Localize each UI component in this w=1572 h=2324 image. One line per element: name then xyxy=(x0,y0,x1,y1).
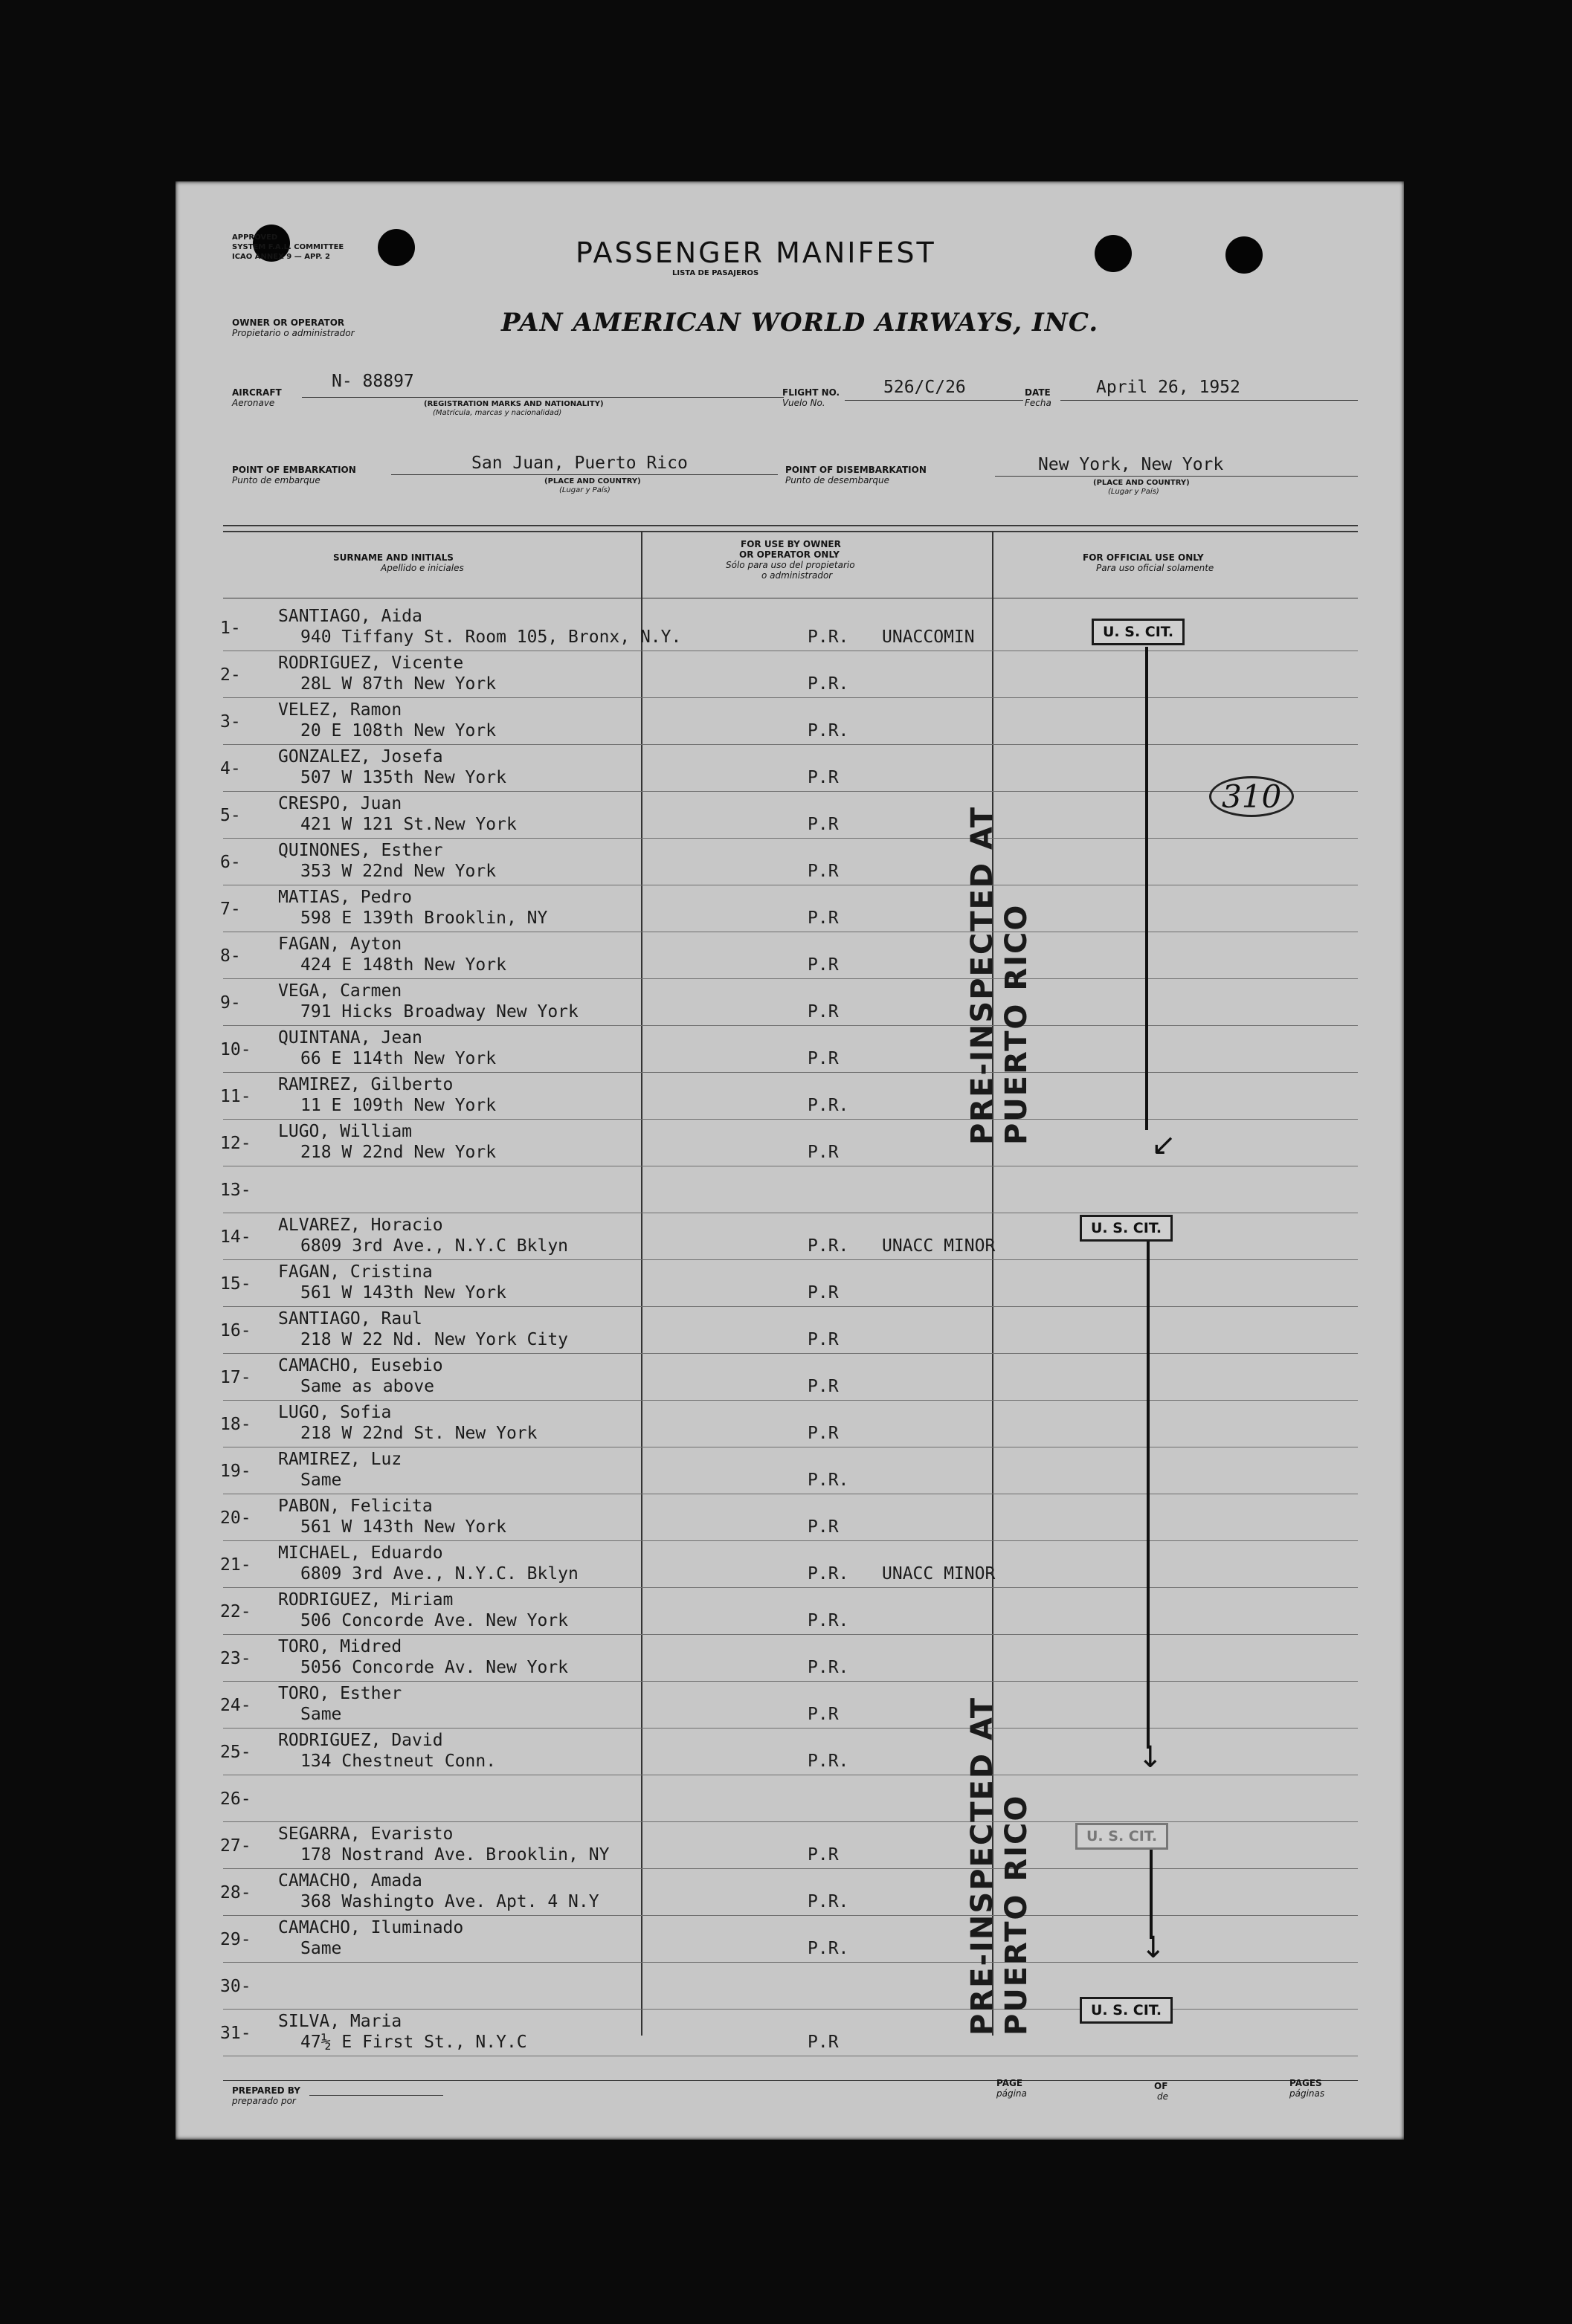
passenger-name: MATIAS, Pedro xyxy=(278,888,413,907)
passenger-code: P.R xyxy=(808,1049,839,1068)
date-label: DATE xyxy=(1025,387,1051,398)
row-number: 30- xyxy=(220,1977,251,1996)
row-number: 10- xyxy=(220,1040,251,1059)
passenger-address: Same xyxy=(300,1705,342,1724)
flight-value: 526/C/26 xyxy=(883,378,966,397)
row-divider xyxy=(223,1400,1358,1401)
page-subtitle: LISTA DE PASAJEROS xyxy=(672,269,759,277)
row-number: 19- xyxy=(220,1462,251,1481)
approved-line: APPROVED xyxy=(232,233,278,242)
us-cit-stamp: U. S. CIT. xyxy=(1080,1997,1173,2024)
registration-label-es: (Matrícula, marcas y nacionalidad) xyxy=(433,409,562,417)
passenger-address: 218 W 22 Nd. New York City xyxy=(300,1330,569,1349)
row-number: 17- xyxy=(220,1368,251,1387)
passenger-name: RODRIGUEZ, Vicente xyxy=(278,653,464,673)
passenger-code: P.R xyxy=(808,862,839,881)
owner-label-es: Propietario o administrador xyxy=(232,328,355,338)
place-country-es: (Lugar y País) xyxy=(1108,488,1159,496)
passenger-name: TORO, Esther xyxy=(278,1684,402,1703)
row-number: 20- xyxy=(220,1508,251,1528)
punch-hole xyxy=(1225,236,1263,274)
row-divider xyxy=(223,1728,1358,1729)
column-header-owner: OR OPERATOR ONLY xyxy=(739,549,840,560)
passenger-code: P.R xyxy=(808,2033,839,2052)
prepared-by-label-es: preparado por xyxy=(232,2096,296,2106)
passenger-address: 424 E 148th New York xyxy=(300,955,506,975)
passenger-address: 5056 Concorde Av. New York xyxy=(300,1658,569,1677)
passenger-note: UNACCOMIN xyxy=(882,627,975,647)
disembark-label-es: Punto de desembarque xyxy=(785,475,889,485)
disembark-value: New York, New York xyxy=(1038,455,1224,474)
passenger-name: LUGO, Sofia xyxy=(278,1403,392,1422)
passenger-note: UNACC MINOR xyxy=(882,1564,996,1584)
embark-label-es: Punto de embarque xyxy=(232,475,320,485)
us-cit-stamp: U. S. CIT. xyxy=(1080,1215,1173,1242)
pages-label-es: páginas xyxy=(1289,2088,1325,2099)
row-divider xyxy=(223,791,1358,792)
row-divider xyxy=(223,1915,1358,1916)
row-number: 23- xyxy=(220,1649,251,1668)
passenger-code: P.R. xyxy=(808,1939,849,1958)
pre-inspected-stamp: PRE-INSPECTED AT PUERTO RICO xyxy=(965,1696,1034,2036)
row-divider xyxy=(223,1540,1358,1541)
row-number: 29- xyxy=(220,1930,251,1949)
passenger-address: Same xyxy=(300,1939,342,1958)
passenger-address: 507 W 135th New York xyxy=(300,768,506,787)
owner-label: OWNER OR OPERATOR xyxy=(232,317,345,328)
row-number: 7- xyxy=(220,900,241,919)
row-number: 5- xyxy=(220,806,241,825)
column-header-owner: FOR USE BY OWNER xyxy=(741,539,841,549)
row-number: 8- xyxy=(220,946,241,966)
passenger-name: RAMIREZ, Gilberto xyxy=(278,1075,454,1094)
row-number: 25- xyxy=(220,1743,251,1762)
row-divider xyxy=(223,978,1358,979)
manifest-sheet xyxy=(175,181,1404,2140)
passenger-name: SANTIAGO, Raul xyxy=(278,1309,422,1329)
row-number: 13- xyxy=(220,1181,251,1200)
row-number: 31- xyxy=(220,2024,251,2043)
passenger-code: P.R xyxy=(808,1424,839,1443)
passenger-note: UNACC MINOR xyxy=(882,1236,996,1256)
row-number: 3- xyxy=(220,712,241,732)
passenger-code: P.R. xyxy=(808,1471,849,1490)
passenger-code: P.R. xyxy=(808,1236,849,1256)
passenger-name: CAMACHO, Eusebio xyxy=(278,1356,443,1375)
passenger-address: 561 W 143th New York xyxy=(300,1283,506,1303)
us-cit-stamp: U. S. CIT. xyxy=(1075,1823,1168,1850)
passenger-code: P.R. xyxy=(808,1611,849,1630)
passenger-code: P.R. xyxy=(808,721,849,740)
airline-name: PAN AMERICAN WORLD AIRWAYS, INC. xyxy=(501,308,1099,338)
passenger-name: FAGAN, Ayton xyxy=(278,935,402,954)
passenger-name: RODRIGUEZ, David xyxy=(278,1731,443,1750)
passenger-name: RODRIGUEZ, Miriam xyxy=(278,1590,454,1610)
passenger-address: 791 Hicks Broadway New York xyxy=(300,1002,579,1021)
passenger-name: GONZALEZ, Josefa xyxy=(278,747,443,766)
pre-inspected-stamp: PRE-INSPECTED AT PUERTO RICO xyxy=(965,805,1034,1145)
row-number: 6- xyxy=(220,853,241,872)
page-title: PASSENGER MANIFEST xyxy=(576,236,936,269)
column-header-owner-es: o administrador xyxy=(761,570,833,581)
embark-value: San Juan, Puerto Rico xyxy=(471,453,688,473)
punch-hole xyxy=(378,229,415,266)
passenger-address: 506 Concorde Ave. New York xyxy=(300,1611,569,1630)
place-country: (PLACE AND COUNTRY) xyxy=(544,477,641,485)
place-country: (PLACE AND COUNTRY) xyxy=(1093,479,1190,487)
passenger-name: RAMIREZ, Luz xyxy=(278,1450,402,1469)
passenger-code: P.R. xyxy=(808,1564,849,1584)
registration-label: (REGISTRATION MARKS AND NATIONALITY) xyxy=(424,400,604,408)
passenger-name: ALVAREZ, Horacio xyxy=(278,1216,443,1235)
passenger-name: CAMACHO, Amada xyxy=(278,1871,422,1891)
column-header-surname: SURNAME AND INITIALS xyxy=(333,552,454,563)
date-label-es: Fecha xyxy=(1025,398,1051,408)
passenger-name: CAMACHO, Iluminado xyxy=(278,1918,464,1937)
passenger-name: MICHAEL, Eduardo xyxy=(278,1543,443,1563)
column-divider xyxy=(641,531,642,2036)
row-divider xyxy=(223,1587,1358,1588)
row-number: 2- xyxy=(220,665,241,685)
arrow-icon: ↙ xyxy=(1151,1128,1176,1162)
row-number: 18- xyxy=(220,1415,251,1434)
column-header-official: FOR OFFICIAL USE ONLY xyxy=(1083,552,1204,563)
row-divider xyxy=(223,838,1358,839)
row-number: 28- xyxy=(220,1883,251,1902)
column-header-official-es: Para uso oficial solamente xyxy=(1096,563,1214,573)
passenger-address: 134 Chestneut Conn. xyxy=(300,1752,497,1771)
column-header-owner-es: Sólo para uso del propietario xyxy=(726,560,855,570)
passenger-address: 47½ E First St., N.Y.C xyxy=(300,2033,527,2052)
row-number: 9- xyxy=(220,993,241,1013)
passenger-address: 6809 3rd Ave., N.Y.C Bklyn xyxy=(300,1236,569,1256)
aircraft-label: AIRCRAFT xyxy=(232,387,282,398)
passenger-name: QUINTANA, Jean xyxy=(278,1028,422,1048)
passenger-address: 66 E 114th New York xyxy=(300,1049,497,1068)
row-divider xyxy=(223,1119,1358,1120)
row-number: 24- xyxy=(220,1696,251,1715)
circled-number: 310 xyxy=(1209,776,1294,817)
row-number: 27- xyxy=(220,1836,251,1856)
row-number: 26- xyxy=(220,1789,251,1809)
row-divider xyxy=(223,1353,1358,1354)
pages-label: PAGES xyxy=(1289,2078,1322,2088)
passenger-code: P.R. xyxy=(808,674,849,694)
row-divider xyxy=(223,697,1358,698)
passenger-name: QUINONES, Esther xyxy=(278,841,443,860)
passenger-name: PABON, Felicita xyxy=(278,1497,433,1516)
passenger-address: Same xyxy=(300,1471,342,1490)
row-number: 22- xyxy=(220,1602,251,1621)
passenger-name: LUGO, William xyxy=(278,1122,413,1141)
passenger-address: 561 W 143th New York xyxy=(300,1517,506,1537)
row-divider xyxy=(223,1821,1358,1822)
passenger-code: P.R. xyxy=(808,1096,849,1115)
approved-line: SYSTEM F.A.L. COMMITTEE xyxy=(232,243,344,251)
passenger-code: P.R xyxy=(808,1283,839,1303)
passenger-code: P.R xyxy=(808,768,839,787)
passenger-code: P.R xyxy=(808,908,839,928)
passenger-address: 20 E 108th New York xyxy=(300,721,497,740)
passenger-code: P.R xyxy=(808,1517,839,1537)
row-divider xyxy=(223,1681,1358,1682)
embark-label: POINT OF EMBARKATION xyxy=(232,465,356,475)
passenger-name: SILVA, Maria xyxy=(278,2012,402,2031)
punch-hole xyxy=(1095,235,1132,272)
passenger-code: P.R xyxy=(808,1143,839,1162)
arrow-down-icon: ↓ xyxy=(1138,1740,1163,1775)
passenger-name: SANTIAGO, Aida xyxy=(278,607,422,626)
passenger-code: P.R. xyxy=(808,1892,849,1911)
passenger-code: P.R. xyxy=(808,1752,849,1771)
passenger-address: Same as above xyxy=(300,1377,435,1396)
passenger-code: P.R xyxy=(808,1377,839,1396)
passenger-address: 940 Tiffany St. Room 105, Bronx, N.Y. xyxy=(300,627,682,647)
arrow-down-icon: ↓ xyxy=(1141,1931,1166,1965)
passenger-address: 598 E 139th Brooklin, NY xyxy=(300,908,548,928)
row-number: 21- xyxy=(220,1555,251,1575)
passenger-code: P.R xyxy=(808,955,839,975)
flight-label: FLIGHT NO. xyxy=(782,387,840,398)
passenger-name: SEGARRA, Evaristo xyxy=(278,1824,454,1844)
passenger-address: 353 W 22nd New York xyxy=(300,862,497,881)
passenger-address: 218 W 22nd St. New York xyxy=(300,1424,538,1443)
row-divider xyxy=(223,1634,1358,1635)
passenger-name: VEGA, Carmen xyxy=(278,981,402,1001)
passenger-name: TORO, Midred xyxy=(278,1637,402,1656)
row-divider xyxy=(223,1306,1358,1307)
row-number: 14- xyxy=(220,1227,251,1247)
row-number: 16- xyxy=(220,1321,251,1340)
row-number: 12- xyxy=(220,1134,251,1153)
passenger-name: CRESPO, Juan xyxy=(278,794,402,813)
passenger-address: 11 E 109th New York xyxy=(300,1096,497,1115)
row-divider xyxy=(223,744,1358,745)
page-label-es: página xyxy=(996,2088,1027,2099)
of-label-es: de xyxy=(1157,2091,1168,2102)
of-label: OF xyxy=(1154,2081,1168,2091)
passenger-address: 6809 3rd Ave., N.Y.C. Bklyn xyxy=(300,1564,579,1584)
row-divider xyxy=(223,2009,1358,2010)
row-divider xyxy=(223,1025,1358,1026)
passenger-address: 218 W 22nd New York xyxy=(300,1143,497,1162)
row-divider xyxy=(223,1962,1358,1963)
row-number: 1- xyxy=(220,619,241,638)
us-cit-stamp: U. S. CIT. xyxy=(1092,619,1185,645)
passenger-code: P.R xyxy=(808,815,839,834)
disembark-label: POINT OF DISEMBARKATION xyxy=(785,465,927,475)
passenger-code: P.R. xyxy=(808,627,849,647)
passenger-address: 178 Nostrand Ave. Brooklin, NY xyxy=(300,1845,610,1865)
passenger-name: FAGAN, Cristina xyxy=(278,1262,433,1282)
passenger-code: P.R. xyxy=(808,1658,849,1677)
column-header-surname-es: Apellido e iniciales xyxy=(381,563,464,573)
passenger-code: P.R xyxy=(808,1845,839,1865)
passenger-address: 421 W 121 St.New York xyxy=(300,815,517,834)
place-country-es: (Lugar y País) xyxy=(559,486,611,494)
row-number: 11- xyxy=(220,1087,251,1106)
page-label: PAGE xyxy=(996,2078,1023,2088)
passenger-address: 368 Washingto Ave. Apt. 4 N.Y xyxy=(300,1892,599,1911)
passenger-name: VELEZ, Ramon xyxy=(278,700,402,720)
passenger-code: P.R xyxy=(808,1002,839,1021)
aircraft-label-es: Aeronave xyxy=(232,398,275,408)
row-divider xyxy=(223,1868,1358,1869)
row-divider xyxy=(223,1259,1358,1260)
date-value: April 26, 1952 xyxy=(1096,378,1240,397)
passenger-code: P.R xyxy=(808,1330,839,1349)
passenger-code: P.R xyxy=(808,1705,839,1724)
row-number: 4- xyxy=(220,759,241,778)
aircraft-value: N- 88897 xyxy=(332,372,414,391)
passenger-address: 28L W 87th New York xyxy=(300,674,497,694)
prepared-by-label: PREPARED BY xyxy=(232,2085,300,2096)
flight-label-es: Vuelo No. xyxy=(782,398,825,408)
row-number: 15- xyxy=(220,1274,251,1294)
row-divider xyxy=(223,1072,1358,1073)
approved-line: ICAO ANNEX 9 — APP. 2 xyxy=(232,253,331,261)
